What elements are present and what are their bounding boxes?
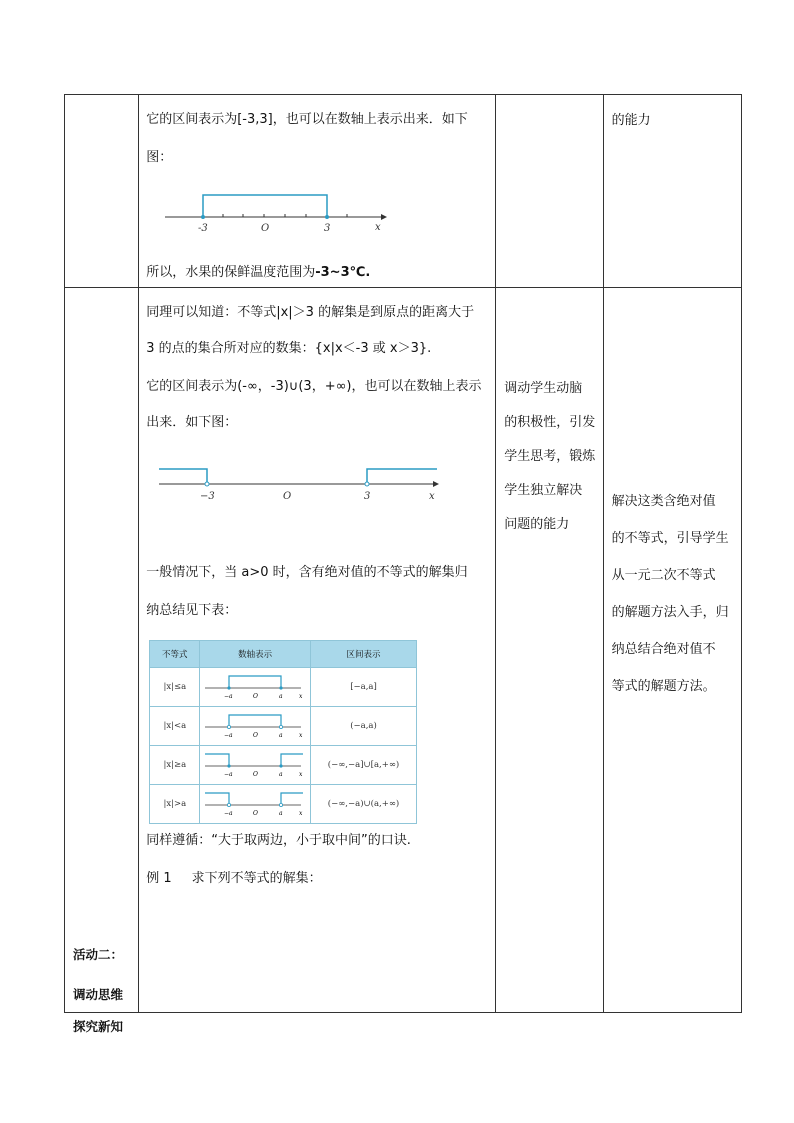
summary-row — [150, 746, 417, 785]
axis-label: x — [299, 770, 303, 778]
inequality-cell: |x|<a — [150, 707, 200, 746]
axis-label: x — [299, 692, 303, 700]
tick-label-pos: a — [279, 692, 283, 700]
paragraph: 图： — [146, 150, 173, 165]
activity-label: 调动思维 — [73, 987, 124, 1002]
summary-row — [150, 785, 417, 824]
tick-label-neg: −a — [224, 809, 233, 817]
mini-number-line — [203, 710, 307, 740]
purpose-cell — [496, 288, 603, 1013]
inequality-cell: |x|≤a — [150, 668, 200, 707]
axis-label: x — [299, 731, 303, 739]
table-row — [65, 288, 742, 1013]
note-line: 等式的解题方法。 — [611, 679, 716, 694]
activity-cell — [65, 288, 139, 1034]
inequality-cell: |x|>a — [150, 785, 200, 824]
purpose-line: 学生独立解决 — [504, 483, 583, 498]
interval-cell: [−a,a] — [310, 668, 416, 707]
example-text: 求下列不等式的解集： — [191, 871, 322, 886]
activity-label: 探究新知 — [73, 1019, 124, 1034]
paragraph: 3 的点的集合所对应的数集：{x|x＜-3 或 x＞3}. — [146, 341, 432, 356]
summary-row — [150, 668, 417, 707]
tick-label-origin: O — [261, 223, 270, 234]
number-line-open-rays — [157, 464, 443, 506]
note-line: 从一元二次不等式 — [611, 568, 716, 583]
header-interval: 区间表示 — [310, 641, 416, 668]
paragraph-text: 所以，水果的保鲜温度范围为 — [146, 265, 316, 280]
interval-cell: (−a,a) — [310, 707, 416, 746]
content-cell — [139, 95, 496, 288]
note-text: 的能力 — [611, 113, 651, 128]
table-row — [65, 95, 742, 288]
tick-label-origin: O — [283, 491, 292, 502]
note-line: 纳总结合绝对值不 — [611, 642, 716, 657]
purpose-cell — [496, 95, 603, 288]
tick-label-origin: O — [253, 770, 259, 778]
note-line: 的解题方法入手，归 — [611, 605, 729, 620]
tick-label-pos: a — [279, 809, 283, 817]
activity-label: 活动二： — [73, 947, 124, 962]
note-line: 的不等式，引导学生 — [611, 531, 729, 546]
axis-label: x — [429, 491, 435, 502]
paragraph: 一般情况下，当 a>0 时，含有绝对值的不等式的解集归 — [146, 565, 468, 580]
example-line — [146, 864, 321, 894]
header-inequality: 不等式 — [150, 641, 200, 668]
mini-number-line — [203, 749, 307, 779]
mini-numline-cell — [200, 746, 310, 785]
tick-label-neg: −3 — [200, 491, 215, 502]
tick-label-pos: 3 — [364, 491, 371, 502]
activity-cell — [65, 95, 139, 288]
summary-table — [149, 640, 417, 824]
content-cell — [139, 288, 496, 1013]
number-line-closed-interval — [163, 191, 393, 237]
summary-header-row — [150, 641, 417, 668]
note-cell — [603, 95, 741, 288]
header-numberline: 数轴表示 — [200, 641, 310, 668]
note-text — [612, 483, 729, 705]
mini-number-line — [203, 671, 307, 701]
paragraph — [146, 258, 370, 288]
tick-label-neg: −a — [224, 692, 233, 700]
inequality-cell: |x|≥a — [150, 746, 200, 785]
axis-label: x — [375, 222, 381, 233]
tick-label-neg: -3 — [198, 223, 208, 234]
tick-label-neg: −a — [224, 770, 233, 778]
interval-cell: (−∞,−a)∪(a,+∞) — [310, 785, 416, 824]
paragraph: 它的区间表示为[-3,3]，也可以在数轴上表示出来．如下 — [146, 112, 468, 127]
tick-label-pos: a — [279, 770, 283, 778]
axis-label: x — [299, 809, 303, 817]
interval-cell: (−∞,−a]∪[a,+∞) — [310, 746, 416, 785]
mini-numline-cell — [200, 707, 310, 746]
note-cell — [603, 288, 741, 1013]
temperature-range: -3~3℃. — [315, 265, 371, 280]
mini-numline-cell — [200, 785, 310, 824]
mini-numline-cell — [200, 668, 310, 707]
purpose-line: 问题的能力 — [504, 517, 570, 532]
tick-label-pos: 3 — [324, 223, 331, 234]
tick-label-pos: a — [279, 731, 283, 739]
note-line: 解决这类含绝对值 — [611, 494, 716, 509]
tick-label-origin: O — [253, 809, 259, 817]
paragraph: 同理可以知道：不等式|x|＞3 的解集是到原点的距离大于 — [146, 305, 475, 320]
purpose-line: 调动学生动脑 — [504, 381, 583, 396]
tick-label-origin: O — [253, 692, 259, 700]
paragraph: 它的区间表示为(-∞，-3)∪(3，+∞)，也可以在数轴上表示 — [146, 379, 482, 394]
lesson-plan-table — [64, 94, 742, 1034]
tick-label-neg: −a — [224, 731, 233, 739]
purpose-text — [504, 372, 595, 542]
example-label: 例 1 — [146, 871, 172, 886]
mini-number-line — [203, 788, 307, 818]
paragraph: 同样遵循：“大于取两边，小于取中间”的口诀. — [146, 833, 411, 848]
purpose-line: 学生思考，锻炼 — [504, 449, 596, 464]
paragraph: 纳总结见下表： — [146, 603, 238, 618]
tick-label-origin: O — [253, 731, 259, 739]
summary-row — [150, 707, 417, 746]
purpose-line: 的积极性，引发 — [504, 415, 596, 430]
paragraph: 出来．如下图： — [146, 415, 238, 430]
